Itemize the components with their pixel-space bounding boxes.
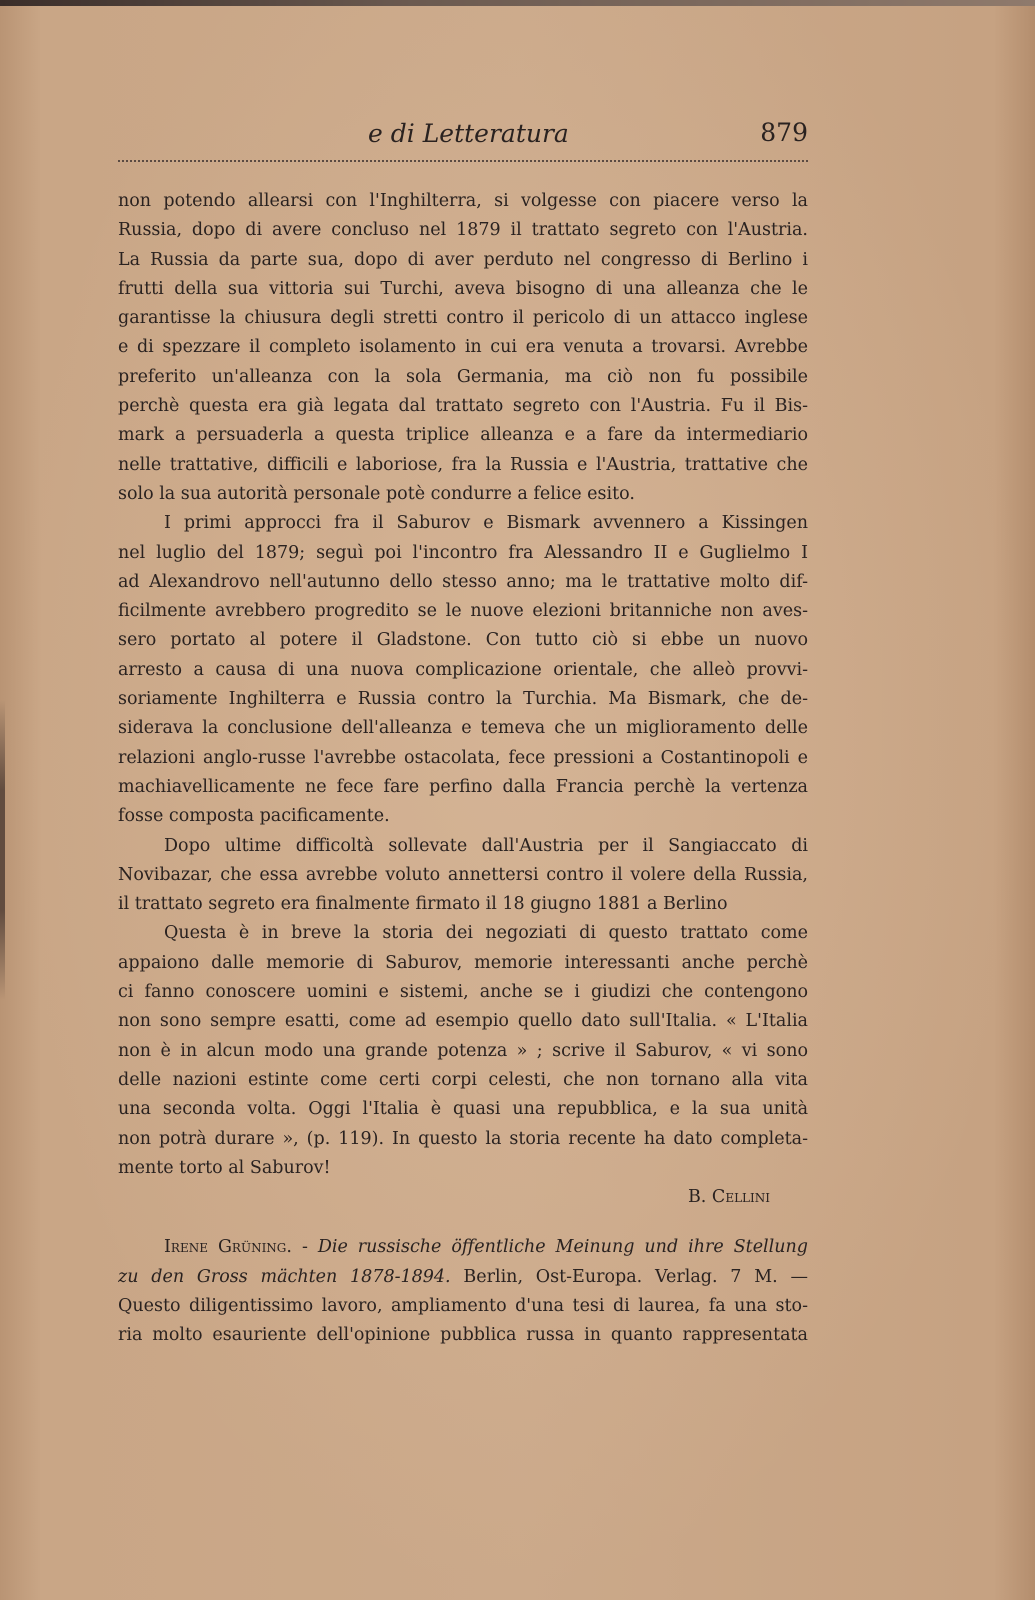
text-line: non potrà durare », (p. 119). In questo la storia recente ha dato completa- — [118, 1128, 808, 1149]
review-title-part1: Die russische öffentliche Meinung und ihre Stellung — [317, 1237, 808, 1258]
running-title: e di Letteratura — [368, 119, 569, 148]
text-line: mark a persuaderla a questa triplice alleanza e a fare da intermediario — [118, 425, 808, 446]
text-line: Russia, dopo di avere concluso nel 1879 il trattato segreto con l'Austria. — [118, 220, 808, 241]
header-dotted-rule — [118, 160, 808, 162]
text-line: delle nazioni estinte come certi corpi celesti, che non tornano alla vita — [118, 1069, 808, 1090]
text-line: perchè questa era già legata dal trattato segreto con l'Austria. Fu il Bis- — [118, 396, 808, 417]
text-line: non potendo allearsi con l'Inghilterra, si volgesse con piacere verso la — [118, 191, 808, 211]
text-line: non sono sempre esatti, come ad esempio quello dato sull'Italia. « L'Italia — [118, 1011, 808, 1032]
text-line: ci fanno conoscere uomini e sistemi, anche se i giudizi che contengono — [118, 982, 808, 1003]
text-line: ad Alexandrovo nell'autunno dello stesso anno; ma le trattative molto dif- — [118, 571, 808, 592]
text-line: Dopo ultime difficoltà sollevate dall'Austria per il Sangiaccato di — [164, 835, 808, 856]
text-line: machiavellicamente ne fece fare perfino dalla Francia perchè la vertenza — [118, 776, 808, 797]
review-heading-line — [118, 1233, 808, 1262]
text-line: ria molto esauriente dell'opinione pubblica russa in quanto rappresentata — [118, 1325, 808, 1346]
page-header — [118, 114, 808, 162]
scan-top-edge — [0, 0, 1035, 6]
text-line: ficilmente avrebbero progredito se le nuove elezioni britanniche non aves- — [118, 601, 808, 622]
text-line: fosse composta pacificamente. — [118, 806, 390, 827]
text-line: soriamente Inghilterra e Russia contro la Turchia. Ma Bismark, che de- — [118, 689, 808, 710]
page-number: 879 — [760, 118, 808, 147]
text-line: siderava la conclusione dell'alleanza e temeva che un miglioramento delle — [118, 718, 808, 739]
text-line: arresto a causa di una nuova complicazione orientale, che alleò provvi- — [118, 659, 808, 680]
text-line: una seconda volta. Oggi l'Italia è quasi una repubblica, e la sua unità — [118, 1099, 808, 1120]
text-line: nelle trattative, difficili e laboriose, fra la Russia e l'Austria, trattative che — [118, 454, 808, 475]
text-line: solo la sua autorità personale potè condurre a felice esito. — [118, 483, 635, 504]
text-line: nel luglio del 1879; seguì poi l'incontro fra Alessandro II e Guglielmo I — [118, 542, 808, 563]
text-line: Novibazar, che essa avrebbe voluto annettersi contro il volere della Russia, — [118, 864, 808, 885]
review-publication-info: Berlin, Ost-Europa. Verlag. 7 M. — — [450, 1266, 808, 1287]
text-line: Questo diligentissimo lavoro, ampliamento d'una tesi di laurea, fa una sto- — [118, 1295, 808, 1316]
text-line: il trattato segreto era finalmente firmato il 18 giugno 1881 a Berlino — [118, 894, 728, 915]
review-title-part2: zu den Gross mächten 1878-1894. — [118, 1266, 451, 1287]
article-body — [118, 187, 808, 1351]
review-author: Irene Grüning. — [164, 1237, 292, 1258]
review-heading-line-2 — [118, 1263, 808, 1292]
text-line: I primi approcci fra il Saburov e Bismark avvennero a Kissingen — [164, 513, 808, 534]
text-line: sero portato al potere il Gladstone. Con tutto ciò si ebbe un nuovo — [118, 630, 808, 651]
scan-binding-shadow — [0, 700, 5, 1000]
text-line: La Russia da parte sua, dopo di aver perduto nel congresso di Berlino i — [118, 249, 808, 270]
text-line: garantisse la chiusura degli stretti contro il pericolo di un attacco inglese — [118, 308, 808, 329]
review-dash: - — [291, 1237, 318, 1258]
text-line: e di spezzare il completo isolamento in cui era venuta a trovarsi. Avrebbe — [118, 337, 808, 358]
author-signature: B. Cellini — [687, 1187, 770, 1208]
text-line: non è in alcun modo una grande potenza » ; scrive il Saburov, « vi sono — [118, 1040, 808, 1061]
section-gap — [118, 1212, 808, 1233]
text-line: mente torto al Saburov! — [118, 1157, 331, 1178]
text-line: relazioni anglo-russe l'avrebbe ostacolata, fece pressioni a Costantinopoli e — [118, 747, 808, 768]
text-line: frutti della sua vittoria sui Turchi, aveva bisogno di una alleanza che le — [118, 278, 808, 299]
text-line: preferito un'alleanza con la sola Germania, ma ciò non fu possibile — [118, 366, 808, 387]
text-line: Questa è in breve la storia dei negoziati di questo trattato come — [164, 923, 808, 944]
text-line: appaiono dalle memorie di Saburov, memorie interessanti anche perchè — [118, 952, 808, 973]
